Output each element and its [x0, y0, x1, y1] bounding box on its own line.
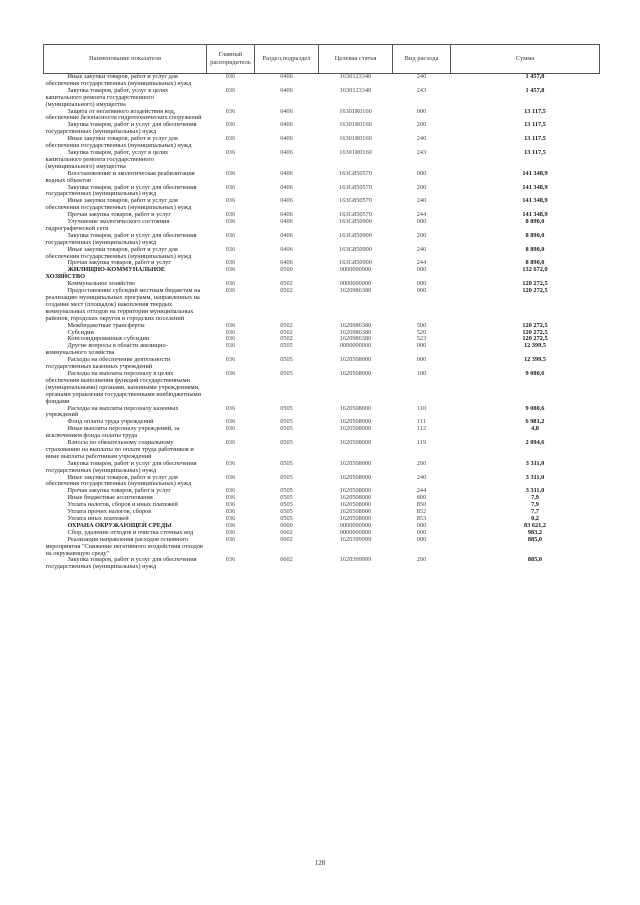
row-section: 0406	[280, 183, 293, 191]
row-target: 1620508000	[339, 418, 372, 426]
table-row	[44, 537, 600, 558]
row-target: 163G850900	[339, 259, 372, 267]
row-amount: 9 080,6	[525, 404, 545, 412]
row-section: 0406	[280, 218, 293, 226]
row-admin: 036	[225, 535, 236, 543]
row-target: 1620986380	[339, 321, 372, 329]
row-target: 1620508000	[339, 459, 372, 467]
row-expense-type: 200	[416, 459, 427, 467]
row-amount: 120 272,5	[522, 287, 548, 295]
row-name: Защита от негативного воздействия вод, обеспечение безопасности гидротехнических сооружений	[45, 107, 202, 122]
row-section: 0505	[280, 404, 293, 412]
row-admin: 036	[225, 556, 236, 564]
table-row	[44, 288, 600, 323]
row-section: 0505	[280, 473, 293, 481]
row-amount: 8 890,0	[525, 259, 545, 267]
table-row	[44, 343, 600, 357]
row-section: 0406	[280, 135, 293, 143]
row-amount: 2 094,6	[525, 439, 545, 447]
table-row	[44, 171, 600, 185]
row-admin: 036	[225, 459, 236, 467]
row-expense-type: 119	[416, 439, 427, 447]
row-amount: 120 272,5	[522, 321, 548, 329]
row-admin: 036	[225, 266, 236, 274]
row-expense-type: 000	[416, 342, 427, 350]
row-name: Улучшение экологического состояния гидрографической сети	[45, 218, 170, 232]
row-amount: 4,8	[531, 425, 539, 433]
row-admin: 036	[225, 508, 236, 516]
row-amount: 7,7	[531, 508, 539, 516]
row-admin: 036	[225, 183, 236, 191]
row-admin: 036	[225, 259, 236, 267]
row-name: ОХРАНА ОКРУЖАЮЩЕЙ СРЕДЫ	[67, 521, 172, 529]
header-name: Наименование показателя	[44, 45, 207, 74]
row-section: 0406	[280, 86, 293, 94]
table-row	[44, 233, 600, 247]
row-admin: 036	[225, 342, 236, 350]
row-target: 16301R0160	[339, 135, 372, 143]
row-expense-type: 240	[416, 473, 427, 481]
row-expense-type: 000	[416, 287, 427, 295]
row-target: 163G850570	[339, 183, 372, 191]
row-section: 0502	[280, 328, 293, 336]
row-admin: 036	[225, 473, 236, 481]
row-section: 0406	[280, 245, 293, 253]
table-row	[44, 406, 600, 420]
row-target: 1630123340	[339, 73, 372, 80]
row-name: Расходы на обеспечение деятельности государственных казенных учреждений	[45, 356, 171, 371]
row-admin: 036	[225, 73, 236, 80]
row-name: Закупка товаров, работ, услуг в целях капитального ремонта государственного (муниципального) имущества	[45, 86, 169, 108]
row-name: Уплата иных платежей	[67, 515, 129, 522]
row-target: 163G850570	[339, 211, 372, 219]
header-amount: Сумма	[451, 45, 600, 74]
row-expense-type: 110	[416, 404, 427, 412]
table-row	[44, 440, 600, 461]
row-name: Сбор, удаление отходов и очистка сточных вод	[67, 528, 194, 536]
table-body	[44, 74, 600, 572]
row-target: 1620986380	[339, 335, 372, 343]
row-amount: 8 890,0	[525, 231, 545, 239]
row-admin: 036	[225, 404, 236, 412]
row-name: Закупка товаров, работ, услуг в целях капитального ремонта государственного (муниципального) имущества	[45, 148, 169, 170]
table-row	[44, 88, 600, 109]
row-section: 0505	[280, 425, 293, 433]
row-amount: 120 272,5	[522, 328, 548, 336]
row-section: 0505	[280, 494, 293, 502]
row-amount: 141 348,9	[522, 183, 548, 191]
row-admin: 036	[225, 328, 236, 336]
row-target: 1620508000	[339, 404, 372, 412]
row-name: Иные закупки товаров, работ и услуг для обеспечения государственных (муниципальных) нужд	[45, 135, 192, 150]
row-target: 1620508000	[339, 356, 372, 364]
row-admin: 036	[225, 439, 236, 447]
row-target: 1620508000	[339, 508, 372, 516]
row-expense-type: 000	[416, 280, 427, 288]
row-section: 0406	[280, 73, 293, 80]
row-admin: 036	[225, 418, 236, 426]
row-expense-type: 100	[416, 369, 427, 377]
row-admin: 036	[225, 148, 236, 156]
row-amount: 885,0	[527, 535, 543, 543]
row-name: Иные бюджетные ассигнования	[67, 494, 153, 502]
header-row	[44, 45, 600, 74]
row-amount: 0,2	[531, 515, 539, 522]
table-header	[44, 45, 600, 74]
table-row	[44, 122, 600, 136]
row-target: 0000000000	[339, 266, 372, 274]
row-amount: 6 981,2	[525, 418, 545, 426]
row-expense-type: 111	[417, 418, 426, 426]
row-section: 0505	[280, 459, 293, 467]
row-target: 1620986380	[339, 328, 372, 336]
row-amount: 120 272,5	[522, 280, 548, 288]
row-expense-type: 000	[416, 535, 427, 543]
row-section: 0505	[280, 342, 293, 350]
row-amount: 3 311,0	[525, 459, 545, 467]
row-section: 0502	[280, 335, 293, 343]
row-target: 0000000000	[339, 280, 372, 288]
row-section: 0602	[280, 535, 293, 543]
row-target: 1620508000	[339, 515, 372, 522]
row-name: Закупка товаров, работ и услуг для обеспечения государственных (муниципальных) нужд	[45, 459, 197, 474]
row-target: 1620399999	[339, 535, 372, 543]
row-target: 16301R0160	[339, 148, 372, 156]
row-expense-type: 853	[416, 515, 427, 522]
row-admin: 036	[225, 515, 236, 522]
row-section: 0502	[280, 321, 293, 329]
table-row	[44, 136, 600, 150]
row-target: 163G850900	[339, 245, 372, 253]
table-row	[44, 267, 600, 281]
row-name: Расходы на выплаты персоналу в целях обеспечения выполнения функций государственными (муниципальными) органами, казенными учреждениями, органами управления государственными внебюджетными фондами	[45, 369, 201, 405]
row-section: 0502	[280, 280, 293, 288]
row-admin: 036	[225, 501, 236, 509]
row-amount: 12 399,5	[523, 356, 547, 364]
row-amount: 13 117,5	[524, 107, 546, 115]
row-name: Иные закупки товаров, работ и услуг для обеспечения государственных (муниципальных) нужд	[45, 245, 192, 260]
row-amount: 132 672,0	[522, 266, 548, 274]
table-row	[44, 371, 600, 406]
table-row	[44, 461, 600, 475]
row-admin: 036	[225, 280, 236, 288]
row-amount: 13 117,5	[524, 148, 546, 156]
table-row	[44, 323, 600, 330]
row-section: 0502	[280, 287, 293, 295]
row-expense-type: 240	[416, 197, 427, 205]
row-expense-type: 244	[416, 259, 427, 267]
row-name: Иные выплаты персоналу учреждений, за исключением фонда оплаты труда	[45, 425, 180, 440]
row-target: 163G850900	[339, 231, 372, 239]
row-expense-type: 850	[416, 501, 427, 509]
row-amount: 1 457,8	[525, 86, 545, 94]
row-expense-type: 520	[416, 328, 427, 336]
row-name: Межбюджетные трансферты	[67, 321, 145, 329]
row-section: 0602	[280, 528, 293, 536]
table-row	[44, 198, 600, 212]
row-section: 0505	[280, 369, 293, 377]
row-amount: 3 311,0	[525, 487, 545, 495]
row-name: Прочая закупка товаров, работ и услуг	[67, 259, 171, 267]
row-target: 163G850570	[339, 169, 372, 177]
row-expense-type: 000	[416, 356, 427, 364]
row-expense-type: 243	[416, 148, 427, 156]
row-expense-type: 852	[416, 508, 427, 516]
row-amount: 7,9	[531, 494, 539, 502]
table-row	[44, 150, 600, 171]
row-name: Закупка товаров, работ и услуг для обеспечения государственных (муниципальных) нужд	[45, 231, 197, 246]
row-name: Иные закупки товаров, работ и услуг для обеспечения государственных (муниципальных) нужд	[45, 73, 192, 87]
row-name: Прочая закупка товаров, работ и услуг	[67, 211, 171, 219]
row-name: Субсидии	[67, 328, 94, 336]
row-section: 0406	[280, 121, 293, 129]
table-row	[44, 185, 600, 199]
row-section: 0505	[280, 418, 293, 426]
row-amount: 120 272,5	[522, 335, 548, 343]
row-admin: 036	[225, 169, 236, 177]
row-admin: 036	[225, 245, 236, 253]
row-name: Уплата прочих налогов, сборов	[67, 508, 152, 516]
row-admin: 036	[225, 335, 236, 343]
row-name: Закупка товаров, работ и услуг для обеспечения государственных (муниципальных) нужд	[45, 121, 197, 136]
row-section: 0406	[280, 169, 293, 177]
table-row	[44, 426, 600, 440]
row-name: Прочая закупка товаров, работ и услуг	[67, 487, 171, 495]
row-target: 163G850570	[339, 197, 372, 205]
table-row	[44, 475, 600, 489]
row-amount: 983,2	[527, 528, 543, 536]
row-name: Предоставление субсидий местным бюджетам на реализацию муниципальных программ, направленных на создание мест (площадок) накопления твердых коммунальных отходов на территории муниципальных районов, городских округов и городских поселений	[45, 287, 201, 322]
row-target: 1620986380	[339, 287, 372, 295]
row-amount: 13 117,5	[524, 121, 546, 129]
row-amount: 7,9	[531, 501, 539, 509]
row-amount: 8 890,0	[525, 245, 545, 253]
row-section: 0505	[280, 515, 293, 522]
row-target: 163G850900	[339, 218, 372, 226]
budget-table-sheet	[43, 44, 599, 571]
row-expense-type: 244	[416, 487, 427, 495]
row-expense-type: 200	[416, 231, 427, 239]
row-amount: 885,0	[527, 556, 543, 564]
row-amount: 1 457,8	[525, 73, 545, 80]
row-expense-type: 200	[416, 121, 427, 129]
row-amount: 12 399,5	[523, 342, 547, 350]
row-section: 0500	[280, 266, 293, 274]
row-expense-type: 200	[416, 183, 427, 191]
table-row	[44, 74, 600, 88]
row-name: Восстановление и экологическая реабилитация водных объектов	[45, 169, 195, 184]
row-section: 0600	[280, 521, 293, 529]
row-amount: 83 621,2	[523, 521, 547, 529]
row-expense-type: 200	[416, 556, 427, 564]
row-expense-type: 000	[416, 528, 427, 536]
row-expense-type: 244	[416, 211, 427, 219]
row-target: 16301R0160	[339, 107, 372, 115]
row-admin: 036	[225, 487, 236, 495]
row-admin: 036	[225, 287, 236, 295]
row-target: 1620508000	[339, 501, 372, 509]
row-expense-type: 000	[416, 266, 427, 274]
row-admin: 036	[225, 521, 236, 529]
row-target: 0000000000	[339, 521, 372, 529]
row-amount: 13 117,5	[524, 135, 546, 143]
row-expense-type: 523	[416, 335, 427, 343]
row-name: Коммунальное хозяйство	[67, 280, 136, 288]
table-row	[44, 357, 600, 371]
row-expense-type: 240	[416, 245, 427, 253]
row-target: 1620508000	[339, 425, 372, 433]
table-row	[44, 557, 600, 571]
row-name: Иные закупки товаров, работ и услуг для обеспечения государственных (муниципальных) нужд	[45, 473, 192, 488]
row-expense-type: 112	[416, 425, 427, 433]
row-admin: 036	[225, 356, 236, 364]
row-section: 0505	[280, 501, 293, 509]
row-target: 1620508000	[339, 369, 372, 377]
row-section: 0505	[280, 439, 293, 447]
row-expense-type: 240	[416, 73, 427, 80]
row-target: 1620508000	[339, 439, 372, 447]
row-amount: 3 311,0	[525, 473, 545, 481]
row-section: 0505	[280, 508, 293, 516]
row-name: Закупка товаров, работ и услуг для обеспечения государственных (муниципальных) нужд	[45, 556, 197, 571]
table-row	[44, 219, 600, 233]
row-target: 1620508000	[339, 473, 372, 481]
budget-table	[43, 44, 600, 571]
row-name: Уплата налогов, сборов и иных платежей	[67, 501, 178, 509]
table-row	[44, 109, 600, 123]
table-row	[44, 247, 600, 261]
row-name: Взносы по обязательному социальному страхованию на выплаты по оплате труда работников и иные выплаты работникам учреждений	[45, 439, 194, 460]
row-section: 0406	[280, 259, 293, 267]
row-admin: 036	[225, 425, 236, 433]
header-target: Целевая статья	[319, 45, 393, 74]
row-expense-type: 000	[416, 218, 427, 226]
row-admin: 036	[225, 197, 236, 205]
row-expense-type: 000	[416, 169, 427, 177]
row-amount: 141 348,9	[522, 197, 548, 205]
row-section: 0505	[280, 356, 293, 364]
row-section: 0406	[280, 148, 293, 156]
row-target: 1620399999	[339, 556, 372, 564]
header-expense-type: Вид расхода	[393, 45, 451, 74]
row-name: Другие вопросы в области жилищно-коммунального хозяйства	[45, 342, 168, 357]
row-target: 1620508000	[339, 487, 372, 495]
row-name: Закупка товаров, работ и услуг для обеспечения государственных (муниципальных) нужд	[45, 183, 197, 198]
row-target: 1630123340	[339, 86, 372, 94]
row-admin: 036	[225, 528, 236, 536]
row-expense-type: 000	[416, 107, 427, 115]
row-admin: 036	[225, 231, 236, 239]
row-section: 0602	[280, 556, 293, 564]
row-amount: 9 080,6	[525, 369, 545, 377]
row-admin: 036	[225, 135, 236, 143]
row-name: Расходы на выплаты персоналу казенных учреждений	[45, 404, 179, 419]
row-amount: 141 348,9	[522, 169, 548, 177]
header-admin: Главный распорядитель	[207, 45, 255, 74]
row-section: 0505	[280, 487, 293, 495]
page-number: 128	[314, 859, 326, 867]
row-section: 0406	[280, 197, 293, 205]
row-admin: 036	[225, 121, 236, 129]
row-amount: 8 890,0	[525, 218, 545, 226]
row-target: 16301R0160	[339, 121, 372, 129]
row-admin: 036	[225, 218, 236, 226]
row-expense-type: 500	[416, 321, 427, 329]
row-amount: 141 348,9	[522, 211, 548, 219]
row-admin: 036	[225, 107, 236, 115]
row-expense-type: 000	[416, 521, 427, 529]
row-section: 0406	[280, 231, 293, 239]
row-name: Фонд оплаты труда учреждений	[67, 418, 154, 426]
row-admin: 036	[225, 321, 236, 329]
row-admin: 036	[225, 86, 236, 94]
row-admin: 036	[225, 369, 236, 377]
header-section: Раздел,подраздел	[255, 45, 319, 74]
row-name: Иные закупки товаров, работ и услуг для обеспечения государственных (муниципальных) нужд	[45, 197, 192, 212]
row-target: 0000000000	[339, 342, 372, 350]
row-name: Реализация направления расходов основного мероприятия "Снижение негативного воздействия отходов на окружающую среду"	[45, 535, 203, 557]
row-admin: 036	[225, 211, 236, 219]
row-section: 0406	[280, 107, 293, 115]
row-target: 1620508000	[339, 494, 372, 502]
row-admin: 036	[225, 494, 236, 502]
row-name: Консолидированные субсидии	[67, 335, 150, 343]
row-target: 0000000000	[339, 528, 372, 536]
row-expense-type: 243	[416, 86, 427, 94]
row-name: ЖИЛИЩНО-КОММУНАЛЬНОЕ ХОЗЯЙСТВО	[45, 266, 166, 281]
row-section: 0406	[280, 211, 293, 219]
row-expense-type: 240	[416, 135, 427, 143]
row-expense-type: 800	[416, 494, 427, 502]
